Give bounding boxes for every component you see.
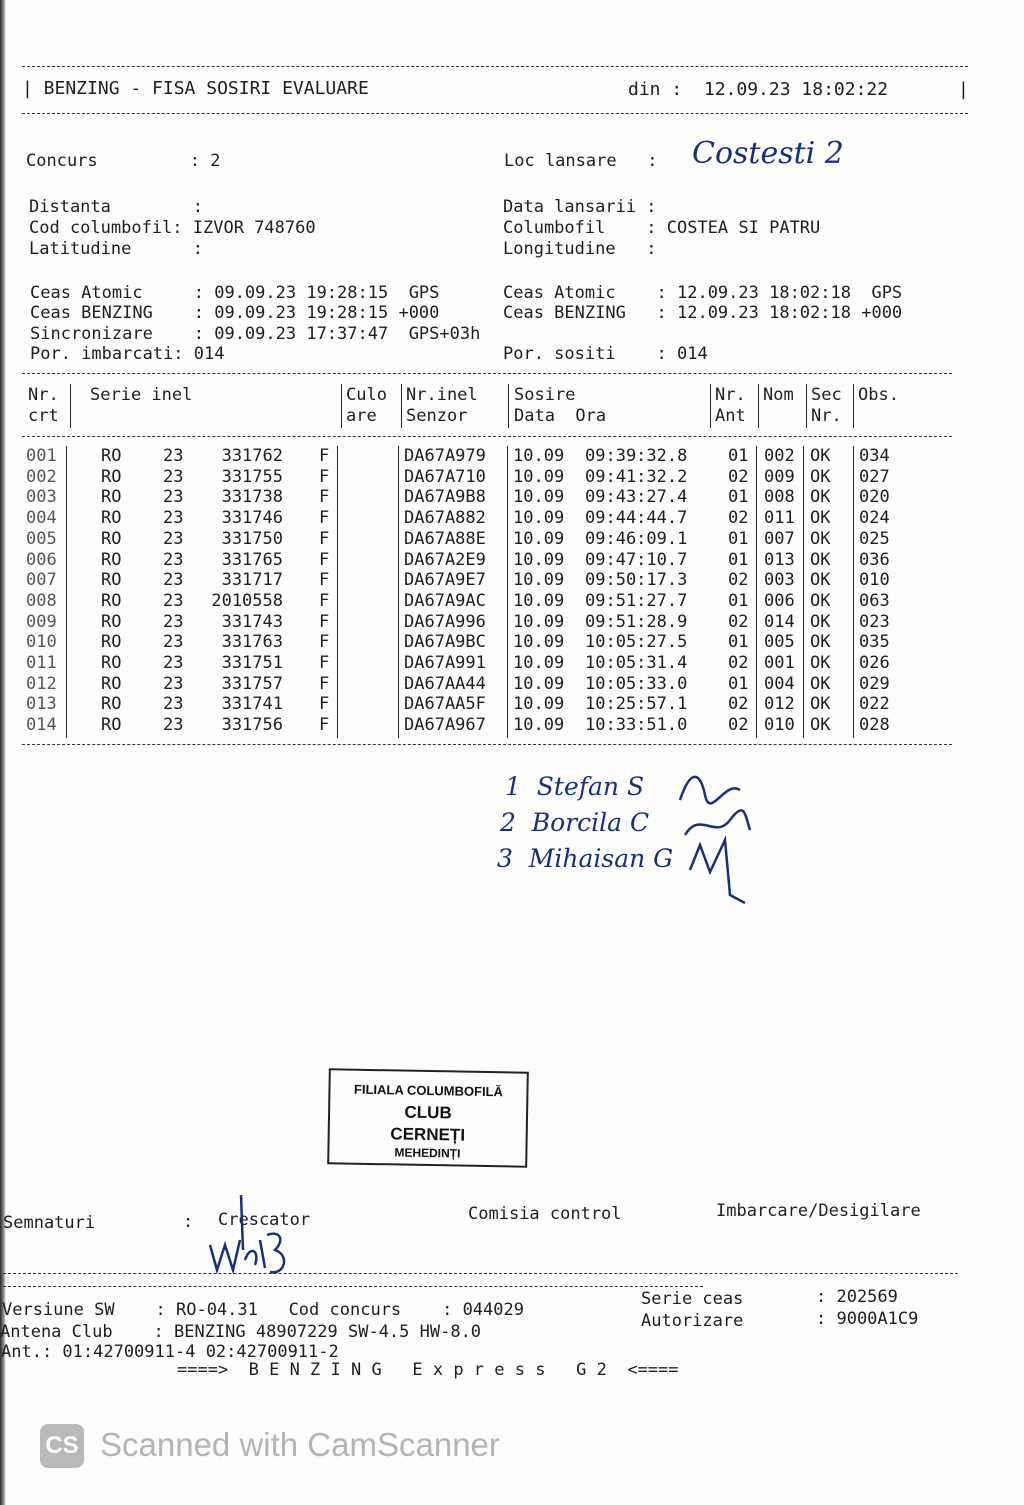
cell-ant: 02 — [728, 715, 749, 736]
col-data-ora-header: Data Ora — [514, 406, 607, 426]
cell-ring: 2010558 — [211, 590, 283, 611]
cell-country: RO — [101, 673, 122, 694]
cell-country: RO — [101, 653, 122, 673]
cell-year: 23 — [163, 590, 184, 611]
cell-year: 23 — [163, 570, 184, 591]
cell-nom: 007 — [764, 528, 795, 549]
cell-data: 10.09 — [513, 466, 565, 487]
cell-senzor: DA67A9BC — [404, 632, 486, 653]
col-sec-nr-header: Nr. — [811, 406, 842, 426]
cell-ring: 331717 — [221, 570, 283, 591]
cell-nom: 003 — [764, 570, 795, 591]
cell-year: 23 — [163, 466, 184, 487]
cell-obs: 010 — [859, 570, 890, 591]
col-sec-header: Sec — [811, 385, 842, 405]
semnaturi-colon: : — [183, 1212, 194, 1232]
cell-sec: OK — [810, 632, 831, 653]
loc-lansare-handwritten: Costesti 2 — [692, 136, 844, 171]
header-sep — [341, 384, 342, 428]
cell-senzor: DA67A996 — [404, 611, 486, 632]
cell-sex: F — [319, 466, 330, 487]
cell-year: 23 — [163, 653, 184, 673]
cell-ora: 10:05:27.5 — [585, 632, 688, 653]
cell-nom: 009 — [764, 466, 795, 487]
cell-sec: OK — [810, 694, 831, 715]
handwritten-line-3: 3 Mihaisan G — [497, 844, 674, 873]
cell-obs: 036 — [859, 549, 890, 570]
cell-nom: 002 — [764, 446, 795, 466]
col-nr-header: Nr. — [28, 385, 59, 405]
benzing-banner: ====> B E N Z I N G E x p r e s s G 2 <==== — [177, 1360, 679, 1380]
longitudine-field: Longitudine : — [503, 239, 657, 259]
ceas-benzing-start: Ceas BENZING : 09.09.23 19:28:15 +000 — [30, 303, 440, 323]
table-header-rule — [22, 436, 952, 437]
cell-country: RO — [101, 466, 122, 487]
cell-data: 10.09 — [513, 508, 565, 529]
handwritten-line-1: 1 Stefan S — [505, 772, 645, 801]
cell-year: 23 — [163, 611, 184, 632]
cell-ring: 331751 — [221, 653, 283, 673]
cell-country: RO — [101, 446, 122, 466]
report-datetime: din : 12.09.23 18:02:22 — [628, 79, 889, 100]
header-bottom-rule — [22, 113, 968, 114]
cell-senzor: DA67A979 — [404, 446, 486, 466]
concurs-field: Concurs : 2 — [26, 151, 221, 171]
cell-ora: 09:41:32.2 — [585, 466, 688, 487]
cell-crt: 001 — [26, 446, 57, 466]
cell-data: 10.09 — [513, 487, 565, 508]
cell-ant: 02 — [728, 694, 749, 715]
cell-sex: F — [319, 508, 330, 529]
ant-field: Ant.: 01:42700911-4 02:42700911-2 — [1, 1342, 339, 1362]
data-lansarii-field: Data lansarii : — [503, 197, 657, 217]
camscanner-text: Scanned with CamScanner — [100, 1426, 500, 1463]
cell-sex: F — [319, 590, 330, 611]
table-bottom-rule — [22, 744, 952, 745]
cell-nom: 001 — [764, 653, 795, 673]
versiune-sw-field: Versiune SW : RO-04.31 Cod concurs : 044029 — [2, 1300, 524, 1320]
handwritten-initials — [670, 760, 760, 910]
cell-sex: F — [319, 487, 330, 508]
cell-senzor: DA67AA44 — [404, 673, 486, 694]
imbarcare-label: Imbarcare/Desigilare — [716, 1201, 921, 1221]
footer-top-rule-2 — [3, 1286, 703, 1287]
table-row — [0, 487, 960, 508]
cell-sec: OK — [810, 549, 831, 570]
cell-sex: F — [319, 611, 330, 632]
scan-left-edge — [0, 0, 6, 1505]
comisia-control-label: Comisia control — [468, 1204, 622, 1224]
sincronizare-field: Sincronizare : 09.09.23 17:37:47 GPS+03h — [30, 324, 481, 344]
cell-year: 23 — [163, 673, 184, 694]
cell-crt: 013 — [26, 694, 57, 715]
cell-obs: 027 — [859, 466, 890, 487]
cell-ora: 10:05:31.4 — [585, 653, 688, 673]
autorizare-label: Autorizare — [641, 1311, 744, 1331]
table-top-rule — [22, 373, 952, 374]
header-sep — [853, 384, 854, 428]
cell-sec: OK — [810, 590, 831, 611]
ceas-benzing-end: Ceas BENZING : 12.09.23 18:02:18 +000 — [503, 303, 903, 323]
cell-obs: 022 — [859, 694, 890, 715]
cell-obs: 063 — [859, 590, 890, 611]
col-serie-inel-header: Serie inel — [90, 385, 193, 405]
cell-country: RO — [101, 694, 122, 715]
cell-sec: OK — [810, 715, 831, 736]
cell-obs: 020 — [859, 487, 890, 508]
cell-sex: F — [319, 570, 330, 591]
cell-data: 10.09 — [513, 632, 565, 653]
cell-nom: 013 — [764, 549, 795, 570]
cell-data: 10.09 — [513, 446, 565, 466]
serie-ceas-value: : 202569 — [816, 1287, 898, 1307]
cell-sec: OK — [810, 653, 831, 673]
col-culo-header: Culo — [346, 385, 387, 405]
cell-crt: 006 — [26, 549, 57, 570]
col-ant-header: Ant — [715, 406, 746, 426]
cell-crt: 002 — [26, 466, 57, 487]
stamp-line-3: CERNEȚI — [390, 1124, 466, 1145]
cell-nom: 008 — [764, 487, 795, 508]
cell-data: 10.09 — [513, 549, 565, 570]
cell-obs: 028 — [859, 715, 890, 736]
cell-ant: 02 — [728, 466, 749, 487]
cell-sex: F — [319, 715, 330, 736]
cell-country: RO — [101, 549, 122, 570]
table-row — [0, 446, 960, 467]
col-nr-ant-header: Nr. — [715, 385, 746, 405]
cell-crt: 008 — [26, 590, 57, 611]
cell-ant: 01 — [728, 549, 749, 570]
cell-obs: 026 — [859, 653, 890, 673]
footer-top-rule — [3, 1273, 958, 1274]
table-row — [0, 550, 960, 571]
col-senzor-header: Senzor — [406, 406, 468, 426]
por-sositi-field: Por. sositi : 014 — [503, 344, 708, 364]
handwritten-line-2: 2 Borcila C — [500, 808, 650, 837]
cell-data: 10.09 — [513, 715, 565, 736]
cell-ora: 09:50:17.3 — [585, 570, 688, 591]
col-nr-inel-header: Nr.inel — [406, 385, 478, 405]
header-sep — [401, 384, 402, 428]
col-crt-header: crt — [28, 406, 59, 426]
cell-ring: 331741 — [221, 694, 283, 715]
cell-obs: 025 — [859, 528, 890, 549]
cell-nom: 005 — [764, 632, 795, 653]
cell-sex: F — [319, 632, 330, 653]
cell-senzor: DA67A9E7 — [404, 570, 486, 591]
cell-sec: OK — [810, 466, 831, 487]
table-row — [0, 612, 960, 633]
cell-year: 23 — [163, 508, 184, 529]
cell-obs: 024 — [859, 508, 890, 529]
cell-year: 23 — [163, 715, 184, 736]
cell-country: RO — [101, 508, 122, 529]
cell-ant: 02 — [728, 653, 749, 673]
table-row — [0, 529, 960, 550]
cell-senzor: DA67A967 — [404, 715, 486, 736]
cell-ora: 09:51:27.7 — [585, 590, 688, 611]
table-row — [0, 591, 960, 612]
cell-country: RO — [101, 590, 122, 611]
cell-nom: 004 — [764, 673, 795, 694]
col-sosire-header: Sosire — [514, 385, 576, 405]
cell-sex: F — [319, 528, 330, 549]
cell-crt: 007 — [26, 570, 57, 591]
cell-obs: 029 — [859, 673, 890, 694]
cell-senzor: DA67A2E9 — [404, 549, 486, 570]
header-sep — [508, 384, 509, 428]
columbofil-field: Columbofil : COSTEA SI PATRU — [503, 218, 821, 238]
serie-ceas-label: Serie ceas — [641, 1289, 744, 1309]
cell-crt: 014 — [26, 715, 57, 736]
table-row — [0, 653, 960, 674]
cell-crt: 012 — [26, 673, 57, 694]
cell-year: 23 — [163, 528, 184, 549]
document-title: | BENZING - FISA SOSIRI EVALUARE — [22, 78, 369, 99]
cell-senzor: DA67A991 — [404, 653, 486, 673]
table-row — [0, 570, 960, 591]
cell-ring: 331756 — [221, 715, 283, 736]
cell-data: 10.09 — [513, 611, 565, 632]
header-sep — [70, 384, 71, 428]
cell-ring: 331762 — [221, 446, 283, 466]
cell-ant: 01 — [728, 528, 749, 549]
cell-sex: F — [319, 549, 330, 570]
table-row — [0, 632, 960, 653]
cell-ora: 09:43:27.4 — [585, 487, 688, 508]
cell-crt: 003 — [26, 487, 57, 508]
ceas-atomic-start: Ceas Atomic : 09.09.23 19:28:15 GPS — [30, 283, 440, 303]
cell-data: 10.09 — [513, 590, 565, 611]
cell-obs: 035 — [859, 632, 890, 653]
cell-ora: 09:51:28.9 — [585, 611, 688, 632]
cell-country: RO — [101, 632, 122, 653]
cell-country: RO — [101, 487, 122, 508]
cell-sec: OK — [810, 487, 831, 508]
cell-senzor: DA67A9B8 — [404, 487, 486, 508]
cell-ring: 331757 — [221, 673, 283, 694]
camscanner-logo-icon: CS — [40, 1424, 84, 1468]
cell-year: 23 — [163, 549, 184, 570]
cell-ant: 02 — [728, 611, 749, 632]
club-stamp — [327, 1068, 529, 1167]
crescator-signature — [205, 1190, 295, 1280]
cell-ring: 331763 — [221, 632, 283, 653]
cell-ring: 331765 — [221, 549, 283, 570]
cell-ora: 09:44:44.7 — [585, 508, 688, 529]
cell-obs: 034 — [859, 446, 890, 466]
ceas-atomic-end: Ceas Atomic : 12.09.23 18:02:18 GPS — [503, 283, 903, 303]
antena-club-field: Antena Club : BENZING 48907229 SW-4.5 HW-8.0 — [0, 1322, 482, 1342]
cell-ring: 331738 — [221, 487, 283, 508]
header-sep — [806, 384, 807, 428]
col-are-header: are — [346, 406, 377, 426]
cell-nom: 014 — [764, 611, 795, 632]
cell-senzor: DA67A88E — [404, 528, 486, 549]
cell-ora: 09:46:09.1 — [585, 528, 688, 549]
cell-year: 23 — [163, 694, 184, 715]
cell-country: RO — [101, 611, 122, 632]
cell-data: 10.09 — [513, 528, 565, 549]
crescator-label: Crescator — [218, 1210, 311, 1230]
cell-nom: 006 — [764, 590, 795, 611]
latitudine-field: Latitudine : — [29, 239, 203, 259]
cell-ora: 10:25:57.1 — [585, 694, 688, 715]
col-obs-header: Obs. — [858, 385, 899, 405]
table-row — [0, 715, 960, 736]
cell-data: 10.09 — [513, 694, 565, 715]
cell-ora: 09:47:10.7 — [585, 549, 688, 570]
table-row — [0, 467, 960, 488]
header-sep — [758, 384, 759, 428]
cell-sec: OK — [810, 673, 831, 694]
cell-nom: 012 — [764, 694, 795, 715]
cell-data: 10.09 — [513, 570, 565, 591]
cell-sex: F — [319, 446, 330, 466]
header-top-rule — [22, 66, 968, 67]
cell-ant: 02 — [728, 570, 749, 591]
header-sep — [710, 384, 711, 428]
stamp-line-4: MEHEDINȚI — [394, 1145, 461, 1161]
table-row — [0, 508, 960, 529]
cell-sec: OK — [810, 508, 831, 529]
stamp-line-2: CLUB — [404, 1102, 452, 1123]
cell-crt: 011 — [26, 653, 57, 673]
cell-ora: 10:05:33.0 — [585, 673, 688, 694]
autorizare-value: : 9000A1C9 — [816, 1309, 919, 1329]
cell-year: 23 — [163, 487, 184, 508]
cell-sex: F — [319, 673, 330, 694]
cell-sec: OK — [810, 570, 831, 591]
cell-country: RO — [101, 528, 122, 549]
cell-sex: F — [319, 653, 330, 673]
camscanner-watermark — [40, 1422, 560, 1472]
cod-columbofil-field: Cod columbofil: IZVOR 748760 — [29, 218, 316, 238]
cell-senzor: DA67A882 — [404, 508, 486, 529]
cell-country: RO — [101, 570, 122, 591]
col-nom-header: Nom — [763, 385, 794, 405]
cell-nom: 011 — [764, 508, 795, 529]
cell-crt: 004 — [26, 508, 57, 529]
por-imbarcati-field: Por. imbarcati: 014 — [30, 344, 225, 364]
cell-ant: 01 — [728, 673, 749, 694]
cell-ring: 331743 — [221, 611, 283, 632]
cell-ora: 10:33:51.0 — [585, 715, 688, 736]
cell-ant: 01 — [728, 590, 749, 611]
cell-crt: 010 — [26, 632, 57, 653]
cell-year: 23 — [163, 632, 184, 653]
cell-nom: 010 — [764, 715, 795, 736]
cell-ant: 01 — [728, 487, 749, 508]
cell-country: RO — [101, 715, 122, 736]
cell-ring: 331750 — [221, 528, 283, 549]
cell-obs: 023 — [859, 611, 890, 632]
cell-senzor: DA67AA5F — [404, 694, 486, 715]
distanta-field: Distanta : — [29, 197, 203, 217]
cell-sec: OK — [810, 446, 831, 466]
cell-senzor: DA67A9AC — [404, 590, 486, 611]
cell-sec: OK — [810, 611, 831, 632]
cell-ant: 01 — [728, 446, 749, 466]
cell-sec: OK — [810, 528, 831, 549]
semnaturi-label: Semnaturi — [3, 1213, 96, 1233]
table-row — [0, 694, 960, 715]
cell-data: 10.09 — [513, 653, 565, 673]
stamp-line-1: FILIALA COLUMBOFILĂ — [353, 1081, 504, 1100]
cell-ring: 331746 — [221, 508, 283, 529]
cell-crt: 005 — [26, 528, 57, 549]
loc-lansare-label: Loc lansare : — [504, 151, 658, 171]
cell-ant: 02 — [728, 508, 749, 529]
cell-data: 10.09 — [513, 673, 565, 694]
cell-year: 23 — [163, 446, 184, 466]
cell-ant: 01 — [728, 632, 749, 653]
table-row — [0, 674, 960, 695]
header-end-bar: | — [958, 79, 969, 100]
cell-sex: F — [319, 694, 330, 715]
cell-ora: 09:39:32.8 — [585, 446, 688, 466]
cell-senzor: DA67A710 — [404, 466, 486, 487]
cell-ring: 331755 — [221, 466, 283, 487]
cell-crt: 009 — [26, 611, 57, 632]
